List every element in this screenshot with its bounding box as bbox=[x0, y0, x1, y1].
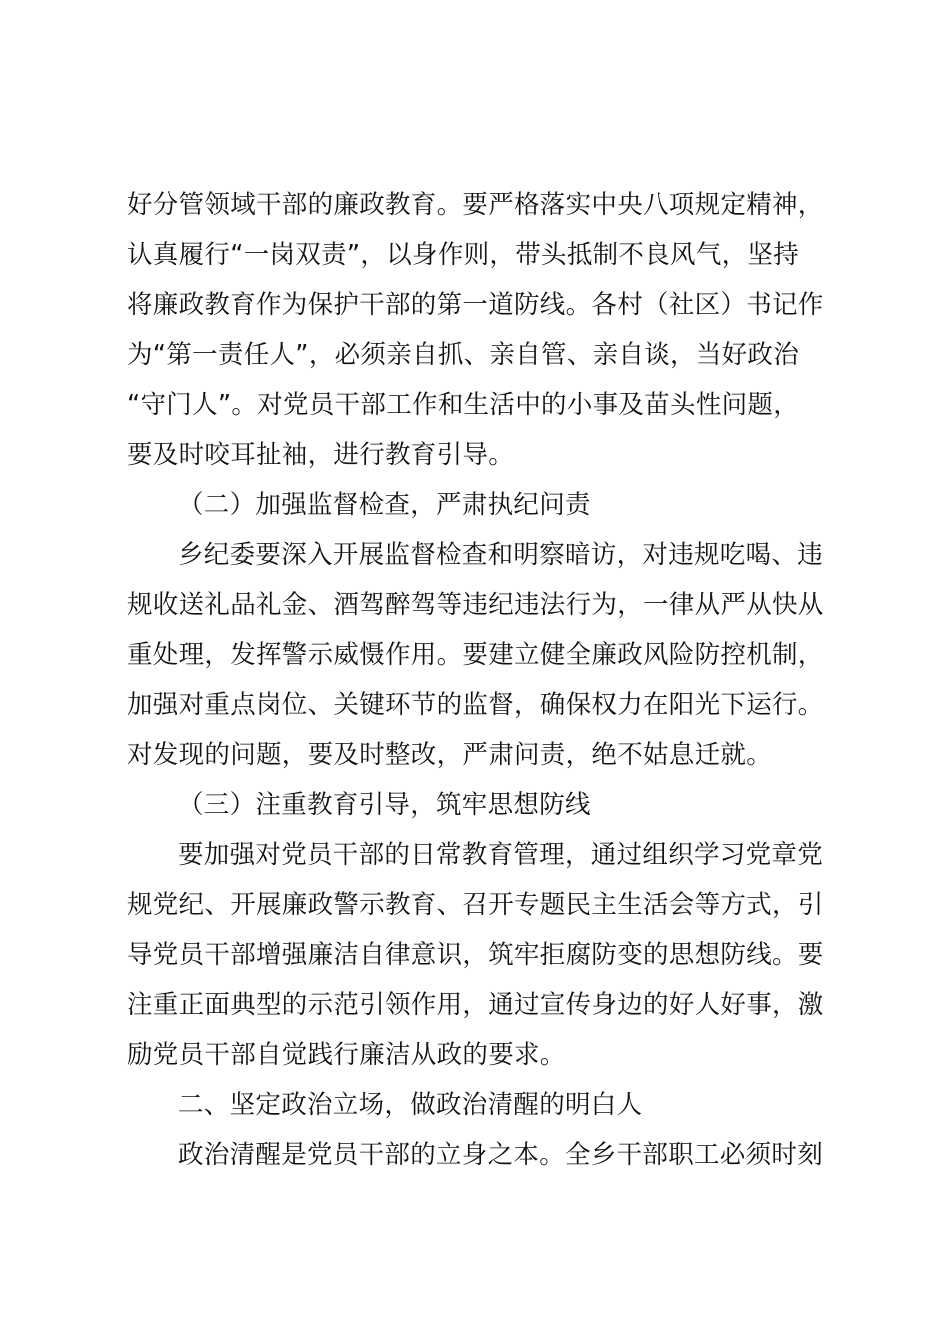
section-heading-2: （二）加强监督检查，严肃执纪问责 bbox=[178, 490, 591, 520]
body-text-line: 加强对重点岗位、关键环节的监督，确保权力在阳光下运行。 bbox=[127, 690, 824, 720]
paragraph-first-line: 要加强对党员干部的日常教育管理，通过组织学习党章党 bbox=[178, 840, 824, 870]
body-text-line: 规党纪、开展廉政警示教育、召开专题民主生活会等方式，引 bbox=[127, 890, 824, 920]
body-text-line: 励党员干部自觉践行廉洁从政的要求。 bbox=[127, 1040, 566, 1070]
body-text-line: 将廉政教育作为保护干部的第一道防线。各村（社区）书记作 bbox=[127, 290, 824, 320]
body-text-line: 好分管领域干部的廉政教育。要严格落实中央八项规定精神， bbox=[127, 190, 824, 220]
body-text-line: 注重正面典型的示范引领作用，通过宣传身边的好人好事，激 bbox=[127, 990, 824, 1020]
paragraph-first-line: 政治清醒是党员干部的立身之本。全乡干部职工必须时刻 bbox=[178, 1140, 824, 1170]
chapter-heading-2: 二、坚定政治立场，做政治清醒的明白人 bbox=[178, 1090, 643, 1120]
section-heading-3: （三）注重教育引导，筑牢思想防线 bbox=[178, 790, 591, 820]
body-text-line: 重处理，发挥警示威慑作用。要建立健全廉政风险防控机制， bbox=[127, 640, 824, 670]
body-text-line: 规收送礼品礼金、酒驾醉驾等违纪违法行为，一律从严从快从 bbox=[127, 590, 824, 620]
body-text-line: “守门人”。对党员干部工作和生活中的小事及苗头性问题， bbox=[127, 390, 800, 420]
body-text-line: 对发现的问题，要及时整改，严肃问责，绝不姑息迁就。 bbox=[127, 740, 773, 770]
body-text-line: 认真履行“一岗双责”，以身作则，带头抵制不良风气，坚持 bbox=[127, 240, 800, 270]
body-text-line: 导党员干部增强廉洁自律意识，筑牢拒腐防变的思想防线。要 bbox=[127, 940, 824, 970]
body-text-line: 为“第一责任人”，必须亲自抓、亲自管、亲自谈，当好政治 bbox=[127, 340, 800, 370]
paragraph-first-line: 乡纪委要深入开展监督检查和明察暗访，对违规吃喝、违 bbox=[178, 540, 824, 570]
document-body bbox=[127, 180, 837, 1180]
body-text-line: 要及时咬耳扯袖，进行教育引导。 bbox=[127, 440, 515, 470]
